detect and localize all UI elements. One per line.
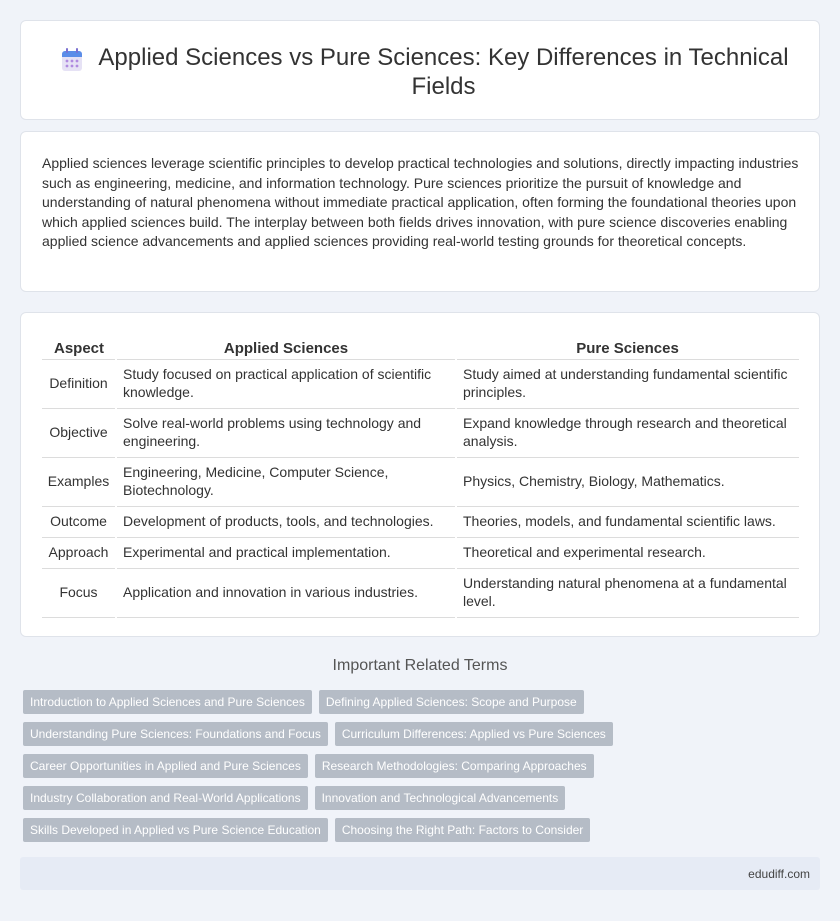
related-term-tag[interactable]: Choosing the Right Path: Factors to Consider bbox=[335, 818, 590, 842]
related-term-tag[interactable]: Industry Collaboration and Real-World Applications bbox=[23, 786, 308, 810]
cell-applied: Engineering, Medicine, Computer Science, Biotechnology. bbox=[116, 457, 456, 506]
cell-pure: Study aimed at understanding fundamental scientific principles. bbox=[456, 359, 799, 408]
cell-aspect: Definition bbox=[42, 359, 116, 408]
comparison-table bbox=[42, 333, 799, 618]
related-terms-tags bbox=[23, 690, 723, 850]
intro-card bbox=[20, 131, 820, 292]
footer-site-link[interactable]: edudiff.com bbox=[748, 867, 810, 881]
cell-pure: Physics, Chemistry, Biology, Mathematics. bbox=[456, 457, 799, 506]
cell-aspect: Approach bbox=[42, 537, 116, 568]
cell-aspect: Outcome bbox=[42, 506, 116, 537]
cell-applied: Solve real-world problems using technology and engineering. bbox=[116, 408, 456, 457]
related-term-tag[interactable]: Research Methodologies: Comparing Approaches bbox=[315, 754, 594, 778]
cell-applied: Study focused on practical application of scientific knowledge. bbox=[116, 359, 456, 408]
header-aspect: Aspect bbox=[53, 339, 105, 357]
table-header-row bbox=[42, 333, 799, 359]
related-term-tag[interactable]: Defining Applied Sciences: Scope and Purpose bbox=[319, 690, 584, 714]
tag-row bbox=[23, 722, 723, 746]
comparison-table-card bbox=[20, 312, 820, 637]
table-row bbox=[42, 457, 799, 506]
related-term-tag[interactable]: Skills Developed in Applied vs Pure Science Education bbox=[23, 818, 328, 842]
related-term-tag[interactable]: Understanding Pure Sciences: Foundations and Focus bbox=[23, 722, 328, 746]
cell-aspect: Examples bbox=[42, 457, 116, 506]
related-term-tag[interactable]: Introduction to Applied Sciences and Pure Sciences bbox=[23, 690, 312, 714]
tag-row bbox=[23, 754, 723, 778]
cell-aspect: Objective bbox=[42, 408, 116, 457]
title-card bbox=[20, 20, 820, 120]
tag-row bbox=[23, 786, 723, 810]
table-row bbox=[42, 506, 799, 537]
related-terms-heading: Important Related Terms bbox=[332, 657, 508, 674]
table-row bbox=[42, 568, 799, 617]
header-applied: Applied Sciences bbox=[223, 339, 349, 357]
header-pure: Pure Sciences bbox=[576, 339, 679, 357]
cell-pure: Theories, models, and fundamental scientific laws. bbox=[456, 506, 799, 537]
tag-row bbox=[23, 690, 723, 714]
table-row bbox=[42, 359, 799, 408]
cell-pure: Expand knowledge through research and theoretical analysis. bbox=[456, 408, 799, 457]
cell-applied: Development of products, tools, and technologies. bbox=[116, 506, 456, 537]
table-row bbox=[42, 408, 799, 457]
table-row bbox=[42, 537, 799, 568]
footer bbox=[20, 857, 820, 890]
cell-applied: Application and innovation in various industries. bbox=[116, 568, 456, 617]
related-term-tag[interactable]: Curriculum Differences: Applied vs Pure Sciences bbox=[335, 722, 613, 746]
cell-pure: Theoretical and experimental research. bbox=[456, 537, 799, 568]
tag-row bbox=[23, 818, 723, 842]
cell-aspect: Focus bbox=[42, 568, 116, 617]
cell-pure: Understanding natural phenomena at a fundamental level. bbox=[456, 568, 799, 617]
intro-paragraph: Applied sciences leverage scientific principles to develop practical technologies and solutions, directly impacting industries such as engineering, medicine, and information technology. Pure sciences prioritize the pursuit of knowledge and understanding of natural phenomena without immediate practical application, often forming the foundational theories upon which applied sciences build. The interplay between both fields drives innovation, with pure science discoveries enabling applied science advancements and applied sciences providing real-world testing grounds for theoretical concepts. bbox=[42, 155, 799, 250]
cell-applied: Experimental and practical implementation. bbox=[116, 537, 456, 568]
page-title: Applied Sciences vs Pure Sciences: Key Differences in Technical Fields bbox=[98, 44, 789, 100]
related-term-tag[interactable]: Innovation and Technological Advancements bbox=[315, 786, 566, 810]
related-term-tag[interactable]: Career Opportunities in Applied and Pure Sciences bbox=[23, 754, 308, 778]
